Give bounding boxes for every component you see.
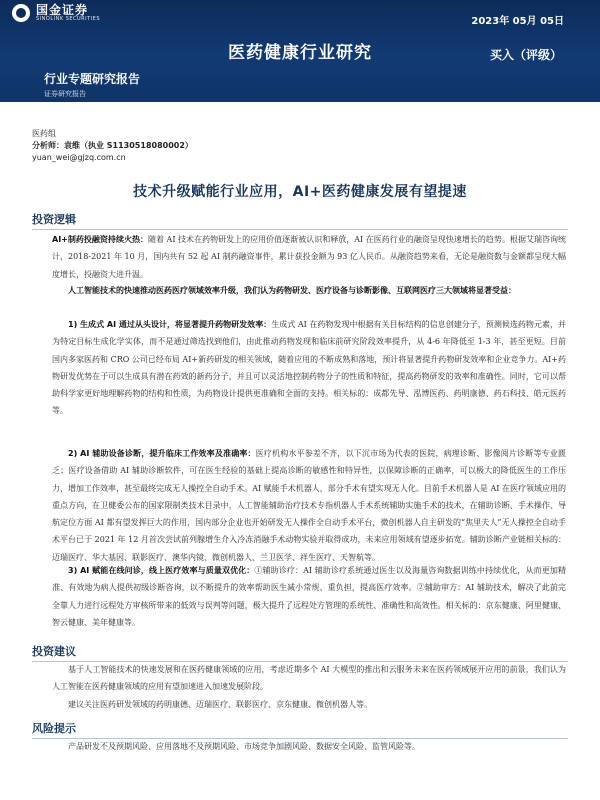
paragraph-online-consult-body: ①辅助诊疗：AI 辅助诊疗系统通过医生以及海量咨询数据训练中持续优化，从而更加精准、有效地为病人提供初级诊断咨询，以不断提升的效率帮助医生减小常规、重负担，提高医疗效率。②辅助审方：AI 辅助技术，解决了此前完全靠人力进行远程处方审核所带来的低效与误判等问题，极大提升了远程处方管理的系统性、准确性和高效性。相关标的：京东健康、阿里健康、智云健康、美年健康等。 — [52, 566, 566, 627]
paragraph-drug-discovery — [52, 316, 566, 420]
paragraph-online-consult — [52, 562, 566, 631]
analyst-email: yuan_wei@gjzq.com.cn — [32, 153, 126, 162]
paragraph-device-diagnosis-lead: 2) AI 辅助设备诊断，提升临床工作效率及准确率： — [68, 449, 256, 458]
brand-logo — [12, 4, 100, 22]
report-header — [0, 0, 600, 102]
brand-name-cn: 国金证券 — [36, 3, 89, 18]
header-title: 医药健康行业研究 — [228, 43, 372, 63]
paragraph-drug-discovery-lead: 1) 生成式 AI 通过从头设计，将显著提升药物研发效率： — [68, 320, 272, 329]
paragraph-drug-discovery-body: 生成式 AI 在药物发现中根据有关目标结构的信息创建分子，预测候选药物元素，并为特定目标生成化学实体，而不是通过筛选找到他们，由此推动药物发现和临床前研究阶段效率提升，从 4-6 年降低至 1-3 年，甚至更短。目前国内多家医药和 CRO 公司已经布局 AI+新药研发的相关领域，随着应用的不断成熟和落地，预计将显著提升药物研发效率和企业竞争力。AI+药物研发优势在于可以生成具有潜在药效的新药分子，并且可以灵活地控制药物分子的性质和特征，提高药物研发的效率和准确性。同时，它可以帮助科学家更好地理解药物的结构和性质，为药物设计提供更准确和全面的支持。相关标的：成都先导、泓博医药、药明康德、药石科技、皓元医药等。 — [52, 320, 566, 416]
paragraph-advice-picks: 建议关注医药研发领域的药明康德、迈瑞医疗、联影医疗、京东健康、微创机器人等。 — [68, 700, 372, 709]
analyst-label: 分析师： — [32, 141, 64, 150]
paragraph-online-consult-lead: 3) AI 赋能在线问诊，线上医疗效率与质量双优化： — [68, 566, 255, 575]
brand-name-en: SINOLINK SECURITIES — [36, 15, 100, 22]
section-heading-advice: 投资建议 — [32, 643, 568, 662]
paragraph-financing-lead: AI+制药投融资持续火热： — [52, 235, 148, 244]
paragraph-financing — [52, 231, 566, 283]
paragraph-risk: 产品研发不及预期风险、应用落地不及预期风险、市场竞争加剧风险、数据安全风险、监管风险等。 — [68, 742, 420, 751]
rating-badge: 买入（评级） — [489, 48, 562, 62]
paragraph-benefit-areas-lead: 人工智能技术的快速推动医药医疗领域效率升级，我们认为药物研发、医疗设备与诊断影像、互联网医疗三大领域将显著受益： — [68, 286, 516, 295]
paragraph-benefit-areas — [52, 282, 566, 299]
author-block — [32, 128, 193, 164]
paragraph-device-diagnosis-body: 医疗机构水平参差不齐，以下沉市场为代表的医院，病理诊断、影像阅片诊断等专业匮乏；医疗设备借助 AI 辅助诊断软件，可在医生经验的基础上提高诊断的敏感性和特异性，以保障诊断的正确率，可以极大的降低医生的工作压力，增加工作效率，甚至最终完成无人操控全自动手术。AI 赋能手术机器人，部分手术有望实现无人化。目前手术机器人是 AI 在医疗领域应用的重点方向，在卫健委公布的国家限制类技术目录中，人工智能辅助治疗技术专指机器人手术系统辅助实施手术的技术，在辅助诊断、手术操作、导航定位方面 AI 都有望发挥巨大的作用，国内部分企业也开始研发无人操作全自动手术平台，微创机器人自主研发的“焦里夫人”无人操控全自动手术平台已于 2021 年 12 月首次尝试前列腺增生介入冷冻消融手术动物实验并取得成功，未来应用领域有望逐步拓宽。辅助诊断产业链相关标的：迈瑞医疗、华大基因、联影医疗、澳华内镜、微创机器人、兰卫医学、祥生医疗、天智航等。 — [52, 449, 566, 562]
section-heading-risk: 风险提示 — [32, 720, 568, 739]
section-heading-logic: 投资逻辑 — [32, 211, 568, 230]
document-title: 技术升级赋能行业应用，AI+医药健康发展有望提速 — [133, 184, 467, 200]
analyst-line — [32, 140, 193, 152]
report-type: 行业专题研究报告 — [44, 72, 141, 86]
report-sub-label: 证券研究报告 — [44, 90, 86, 98]
author-group: 医药组 — [32, 129, 56, 138]
paragraph-financing-body: 随着 AI 技术在药物研发上的应用价值逐渐被认识和释放，AI 在医药行业的融资呈现快速增长的趋势。根据艾瑞咨询统计，2018-2021 年 10 月，国内共有 52 起 AI 制药融资事件，累计获投金额为 93 亿人民币。从融资趋势来看，无论是融资数与金额都呈现大幅度增长，投融资大进升温。 — [52, 235, 566, 279]
analyst-name: 袁维（执业 S1130518080002） — [64, 141, 193, 150]
logo-icon — [12, 4, 30, 22]
paragraph-advice: 基于人工智能技术的快速发展和在医药健康领域的应用，考虑近期多个 AI 大模型的推出和云服务未来在医药领域展开应用的前景，我们认为人工智能在医药健康领域的应用有望加速进入加速发展阶段。 — [52, 665, 566, 692]
report-date: 2023年 05月 05日 — [471, 16, 564, 27]
paragraph-device-diagnosis — [52, 445, 566, 566]
